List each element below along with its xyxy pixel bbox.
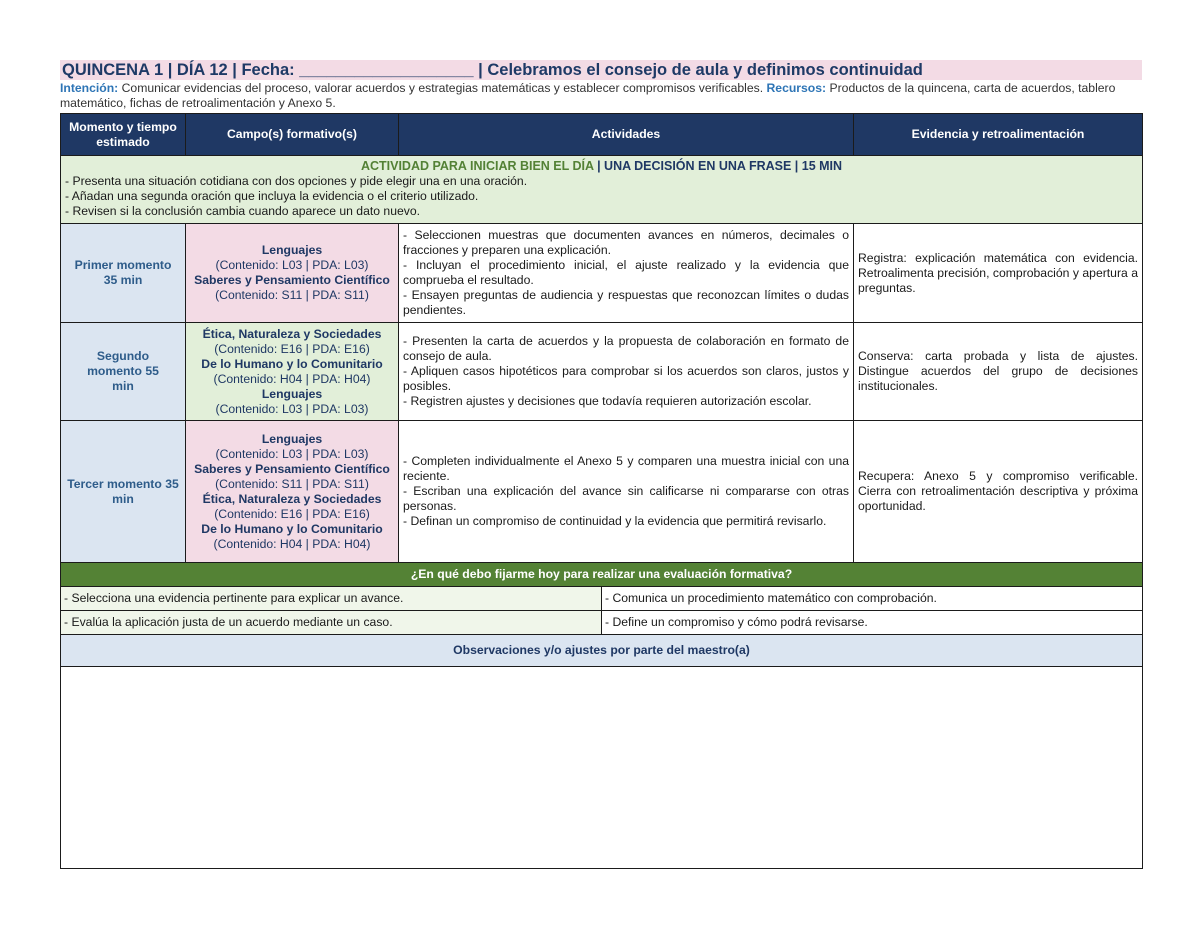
formative-title-row xyxy=(61,563,1143,587)
warmup-title xyxy=(65,159,1138,174)
evidence-cell: Conserva: carta probada y lista de ajustes. Distingue acuerdos del grupo de decisiones institucionales. xyxy=(854,323,1143,421)
intent-paragraph xyxy=(60,80,1142,113)
warmup-cell xyxy=(61,156,1143,224)
campo-name: Ética, Naturaleza y Sociedades xyxy=(202,491,382,506)
campo-name: Lenguajes xyxy=(261,431,323,446)
campo-name: Ética, Naturaleza y Sociedades xyxy=(202,326,382,341)
criteria-pair-cell xyxy=(61,587,1143,611)
moment-row-2 xyxy=(61,323,1143,421)
lesson-plan-page xyxy=(60,60,1142,869)
moment-row-3 xyxy=(61,421,1143,563)
moment-label: Segundo momento 55 min xyxy=(61,323,186,421)
activity-item: - Presenten la carta de acuerdos y la propuesta de colaboración en formato de consejo de aula. xyxy=(403,334,849,363)
campo-name: Saberes y Pensamiento Científico xyxy=(194,461,390,476)
warmup-row xyxy=(61,156,1143,224)
activity-item: - Completen individualmente el Anexo 5 y comparen una muestra inicial con una reciente. xyxy=(403,454,849,483)
activities-cell xyxy=(399,224,854,323)
observations-area-row xyxy=(61,667,1143,869)
campo-cell xyxy=(186,323,399,421)
header-evidence: Evidencia y retroalimentación xyxy=(854,114,1143,156)
campo-cell xyxy=(186,224,399,323)
evidence-cell: Registra: explicación matemática con evidencia. Retroalimenta precisión, comprobación y apertura a preguntas. xyxy=(854,224,1143,323)
resources-label: Recursos: xyxy=(766,81,827,95)
campo-content: (Contenido: L03 | PDA: L03) xyxy=(215,258,369,272)
campo-cell xyxy=(186,421,399,563)
header-campo: Campo(s) formativo(s) xyxy=(186,114,399,156)
header-activities: Actividades xyxy=(399,114,854,156)
criteria-pair-cell xyxy=(61,611,1143,635)
campo-name: Saberes y Pensamiento Científico xyxy=(194,273,390,287)
formative-title: ¿En qué debo fijarme hoy para realizar una evaluación formativa? xyxy=(61,563,1143,587)
observations-writing-area[interactable] xyxy=(61,667,1143,869)
intent-text: Comunicar evidencias del proceso, valorar acuerdos y estrategias matemáticas y establecer compromisos verificables. xyxy=(118,81,767,95)
header-moment: Momento y tiempo estimado xyxy=(61,114,186,156)
page-title: QUINCENA 1 | DÍA 12 | Fecha: ___________________ | Celebramos el consejo de aula y definimos continuidad xyxy=(60,60,1142,80)
campo-name: De lo Humano y lo Comunitario xyxy=(201,356,383,371)
campo-content: (Contenido: S11 | PDA: S11) xyxy=(215,288,369,302)
moment-label: Tercer momento 35 min xyxy=(61,421,186,563)
observations-title-row xyxy=(61,635,1143,667)
campo-name: Lenguajes xyxy=(261,243,323,257)
activity-item: - Definan un compromiso de continuidad y la evidencia que permitirá revisarlo. xyxy=(403,514,827,528)
warmup-line: - Añadan una segunda oración que incluya la evidencia o el criterio utilizado. xyxy=(65,189,479,203)
activity-item: - Registren ajustes y decisiones que todavía requieren autorización escolar. xyxy=(403,394,812,408)
moment-row-1 xyxy=(61,224,1143,323)
formative-criteria-row xyxy=(61,611,1143,635)
activity-item: - Escriban una explicación del avance sin calificarse ni compararse con otras personas. xyxy=(403,484,849,513)
warmup-line: - Presenta una situación cotidiana con dos opciones y pide elegir una en una oración. xyxy=(65,174,528,188)
campo-content: (Contenido: H04 | PDA: H04) xyxy=(213,536,371,551)
activity-item: - Seleccionen muestras que documenten avances en números, decimales o fracciones y preparen una explicación. xyxy=(403,228,849,257)
lesson-plan-table xyxy=(60,113,1143,869)
campo-name: Lenguajes xyxy=(261,386,323,401)
criterion-item: - Selecciona una evidencia pertinente para explicar un avance. xyxy=(61,587,602,610)
warmup-title-green: ACTIVIDAD PARA INICIAR BIEN EL DÍA xyxy=(360,159,594,173)
campo-content: (Contenido: E16 | PDA: E16) xyxy=(214,341,370,356)
activity-item: - Incluyan el procedimiento inicial, el ajuste realizado y la evidencia que comprueba el resultado. xyxy=(403,258,849,287)
criterion-item: - Define un compromiso y cómo podrá revisarse. xyxy=(605,615,868,629)
warmup-line: - Revisen si la conclusión cambia cuando aparece un dato nuevo. xyxy=(65,204,421,218)
warmup-title-navy: | UNA DECISIÓN EN UNA FRASE | 15 MIN xyxy=(593,159,843,173)
activity-item: - Ensayen preguntas de audiencia y respuestas que reconozcan límites o dudas pendientes. xyxy=(403,288,849,317)
campo-content: (Contenido: L03 | PDA: L03) xyxy=(215,446,369,461)
campo-content: (Contenido: H04 | PDA: H04) xyxy=(213,371,371,386)
activities-cell xyxy=(399,323,854,421)
resources-text: Productos de la quincena, carta de acuerdos, tablero matemático, fichas de retroalimentación y Anexo 5. xyxy=(60,81,1116,110)
evidence-cell: Recupera: Anexo 5 y compromiso verificable. Cierra con retroalimentación descriptiva y próxima oportunidad. xyxy=(854,421,1143,563)
header-row xyxy=(61,114,1143,156)
campo-content: (Contenido: S11 | PDA: S11) xyxy=(215,476,369,491)
criterion-item: - Comunica un procedimiento matemático con comprobación. xyxy=(605,591,937,605)
activities-cell xyxy=(399,421,854,563)
campo-content: (Contenido: L03 | PDA: L03) xyxy=(215,401,369,416)
criterion-item: - Evalúa la aplicación justa de un acuerdo mediante un caso. xyxy=(61,611,602,634)
campo-name: De lo Humano y lo Comunitario xyxy=(201,521,383,536)
moment-label: Primer momento 35 min xyxy=(61,224,186,323)
observations-title: Observaciones y/o ajustes por parte del maestro(a) xyxy=(61,635,1143,667)
campo-content: (Contenido: E16 | PDA: E16) xyxy=(214,506,370,521)
activity-item: - Apliquen casos hipotéticos para comprobar si los acuerdos son claros, justos y posibles. xyxy=(403,364,849,393)
formative-criteria-row xyxy=(61,587,1143,611)
intent-label: Intención: xyxy=(60,81,119,95)
